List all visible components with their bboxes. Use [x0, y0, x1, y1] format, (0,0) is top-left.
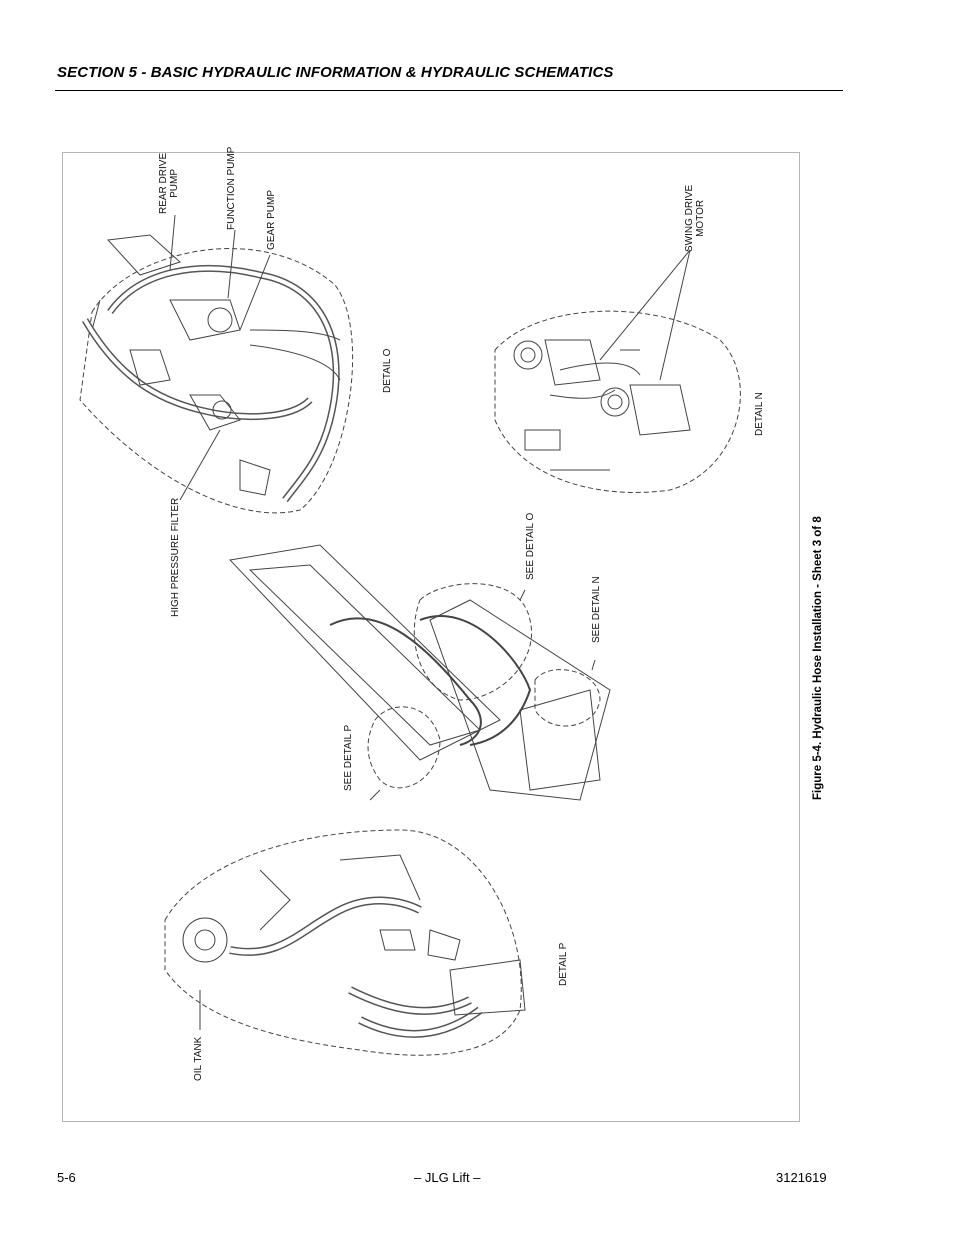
- label-swing-drive-motor: SWING DRIVE MOTOR: [684, 184, 706, 252]
- label-oil-tank: OIL TANK: [193, 1036, 204, 1081]
- label-see-detail-n: SEE DETAIL N: [591, 576, 602, 643]
- page-number: 5-6: [57, 1170, 76, 1185]
- label-rear-drive-pump: REAR DRIVE PUMP: [158, 152, 180, 214]
- label-see-detail-o: SEE DETAIL O: [525, 512, 536, 580]
- doc-number: 3121619: [776, 1170, 827, 1185]
- label-function-pump: FUNCTION PUMP: [226, 146, 237, 230]
- figure-caption: Figure 5-4. Hydraulic Hose Installation - Sheet 3 of 8: [812, 516, 824, 800]
- section-header: SECTION 5 - BASIC HYDRAULIC INFORMATION & HYDRAULIC SCHEMATICS: [57, 64, 614, 81]
- footer-center: – JLG Lift –: [414, 1170, 481, 1185]
- label-detail-o: DETAIL O: [382, 348, 393, 393]
- label-detail-n: DETAIL N: [754, 392, 765, 436]
- label-see-detail-p: SEE DETAIL P: [343, 724, 354, 791]
- label-high-pressure-filter: HIGH PRESSURE FILTER: [170, 497, 181, 617]
- label-gear-pump: GEAR PUMP: [266, 189, 277, 250]
- label-detail-p: DETAIL P: [558, 942, 569, 986]
